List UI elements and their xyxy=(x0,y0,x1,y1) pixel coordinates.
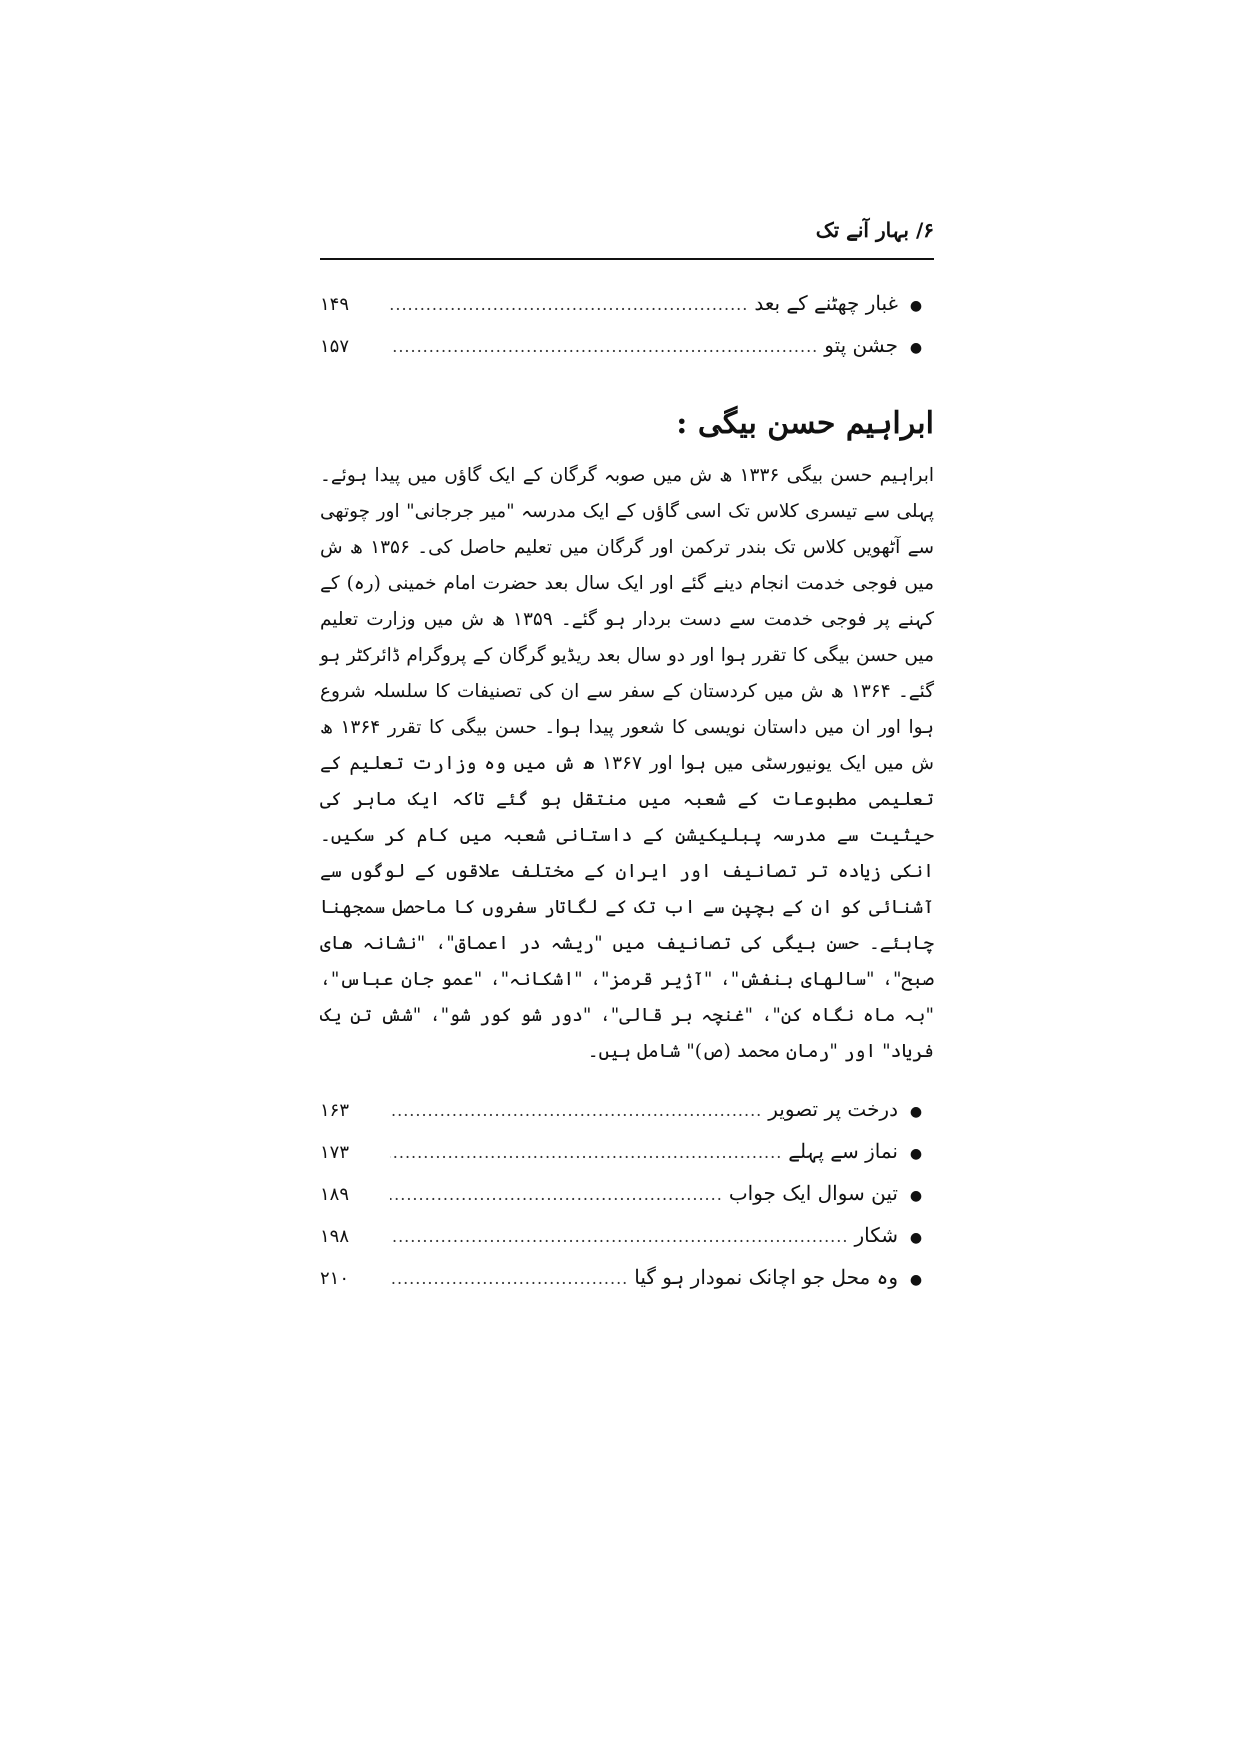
bullet-icon: ● xyxy=(909,1104,923,1120)
bullet-icon: ● xyxy=(909,1188,923,1204)
bullet-icon: ● xyxy=(909,1146,923,1162)
header-rule xyxy=(320,258,934,260)
author-heading: ابراہیم حسن بیگی : xyxy=(676,406,934,441)
toc-entry-title: درخت پر تصویر xyxy=(768,1097,898,1121)
toc-list-bottom xyxy=(320,1088,934,1298)
toc-entry[interactable] xyxy=(320,1130,934,1172)
toc-entry[interactable] xyxy=(320,1214,934,1256)
dot-leader xyxy=(390,1216,848,1258)
toc-entry-title: وہ محل جو اچانک نمودار ہو گیا xyxy=(634,1265,898,1289)
toc-entry-page: ۱۷۳ xyxy=(320,1142,350,1163)
author-bio: ابراہیم حسن بیگی ۱۳۳۶ ھ ش میں صوبہ گرگان کے ایک گاؤں میں پیدا ہوئے۔ پہلی سے تیسری کلاس تک اسی گاؤں کے ایک مدرسہ "میر جرجانی" اور چوتھی سے آٹھویں کلاس تک بندر ترکمن اور گرگان میں تعلیم حاصل کی۔ ۱۳۵۶ ھ ش میں فوجی خدمت انجام دینے گئے اور ایک سال بعد حضرت امام خمینی (رہ) کے کہنے پر فوجی خدمت سے دست بردار ہو گئے۔ ۱۳۵۹ ھ ش میں وزارت تعلیم میں حسن بیگی کا تقرر ہوا اور دو سال بعد ریڈیو گرگان کے پروگرام ڈائرکٹر ہو گئے۔ ۱۳۶۴ ھ ش میں کردستان کے سفر سے ان کی تصنیفات کا سلسلہ شروع ہوا اور ان میں داستان نویسی کا شعور پیدا ہوا۔ حسن بیگی کا تقرر ۱۳۶۴ ھ ش میں ایک یونیورسٹی میں ہوا اور ۱۳۶۷ ھ ش میں وہ وزارت تعلیم کے تعلیمی مطبوعات کے شعبہ میں منتقل ہو گئے تاکہ ایک ماہر کی حیثیت سے مدرسہ پبلیکیشن کے داستانی شعبہ میں کام کر سکیں۔ انکی زیادہ تر تصانیف اور ایران کے مختلف علاقوں کے لوگوں سے آشنائی کو ان کے بچپن سے اب تک کے لگاتار سفروں کا ماحصل سمجھنا چاہئے۔ حسن بیگی کی تصانیف میں "ریشہ در اعماق"، "نشانہ ھای صبح"، "سالھای بنفش"، "آژیر قرمز"، "اشکانہ"، "عمو جان عباس"، "بہ ماہ نگاہ کن"، "غنچہ بر قالی"، "دور شو کور شو"، "شش تن یک فریاد" اور "رمان محمد (ص)" شامل ہیں۔ xyxy=(320,465,935,1062)
toc-entry-page: ۲۱۰ xyxy=(320,1268,350,1289)
book-page xyxy=(320,210,934,1298)
toc-entry-page: ۱۸۹ xyxy=(320,1184,350,1205)
toc-entry[interactable] xyxy=(320,1088,934,1130)
running-head: ۶/ بہار آنے تک xyxy=(815,218,934,242)
toc-entry-page: ۱۴۹ xyxy=(320,294,350,315)
bullet-icon: ● xyxy=(909,1230,923,1246)
bullet-icon: ● xyxy=(909,298,923,314)
toc-entry[interactable] xyxy=(320,282,934,324)
toc-entry[interactable] xyxy=(320,324,934,366)
toc-entry-title: نماز سے پہلے xyxy=(788,1139,898,1163)
toc-entry-page: ۱۶۳ xyxy=(320,1100,350,1121)
dot-leader xyxy=(390,1090,762,1132)
toc-entry-title: شکار xyxy=(854,1223,898,1247)
toc-entry-page: ۱۵۷ xyxy=(320,336,350,357)
toc-entry-title: غبار چھٹنے کے بعد xyxy=(754,291,898,315)
toc-entry-title: تین سوال ایک جواب xyxy=(728,1181,898,1205)
dot-leader xyxy=(390,1132,782,1174)
dot-leader xyxy=(390,1174,723,1216)
dot-leader xyxy=(390,326,818,368)
toc-entry-title: جشن پتو xyxy=(824,333,898,357)
toc-entry[interactable] xyxy=(320,1256,934,1298)
dot-leader xyxy=(390,284,748,326)
toc-entry[interactable] xyxy=(320,1172,934,1214)
bullet-icon: ● xyxy=(909,340,923,356)
dot-leader xyxy=(390,1258,628,1300)
toc-entry-page: ۱۹۸ xyxy=(320,1226,350,1247)
toc-list-top xyxy=(320,282,934,366)
bullet-icon: ● xyxy=(909,1272,923,1288)
